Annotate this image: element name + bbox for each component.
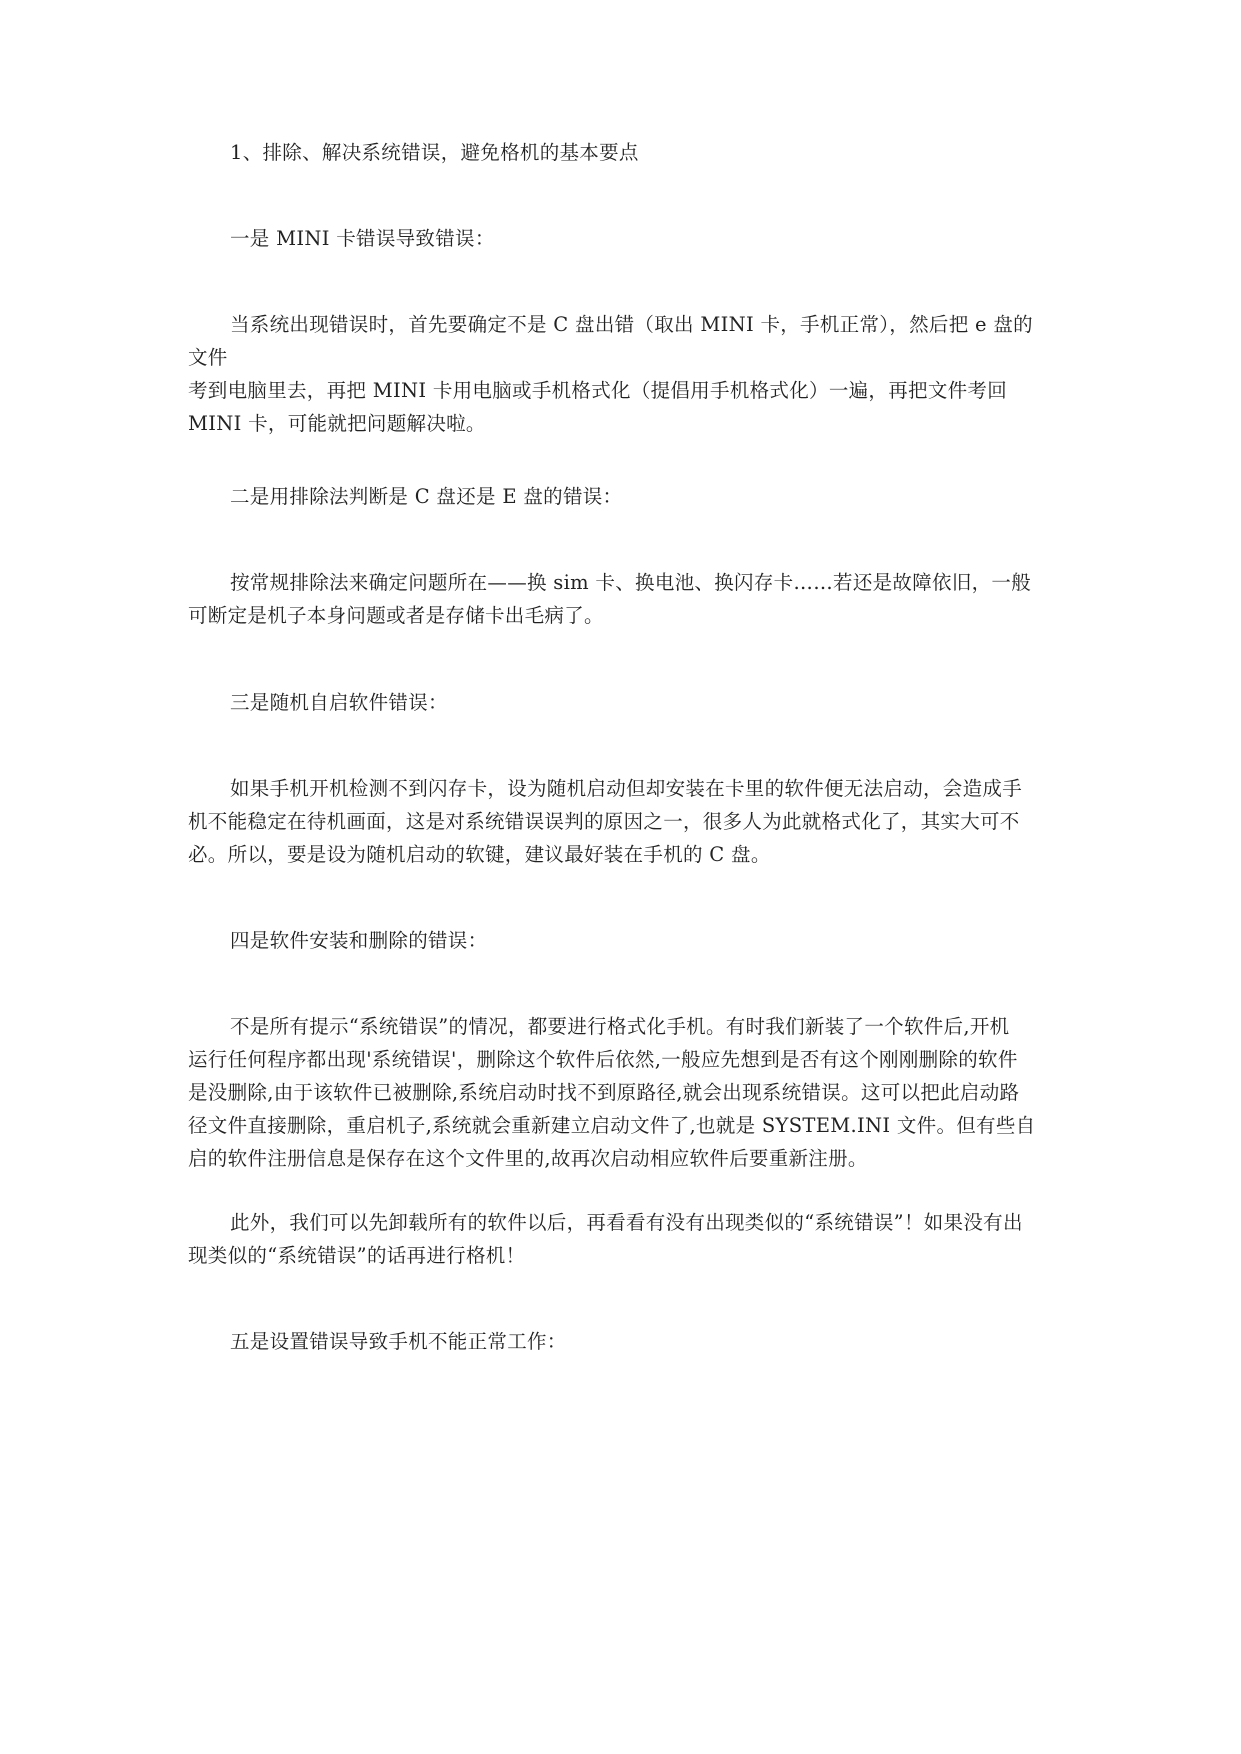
section-3-title	[188, 686, 1058, 719]
document-heading	[188, 136, 1058, 169]
section-4-title	[188, 924, 1058, 957]
paragraph-line: 考到电脑里去，再把 MINI 卡用电脑或手机格式化（提倡用手机格式化）一遍，再把文件考回	[188, 379, 1008, 402]
section-2-paragraph	[188, 566, 1058, 632]
paragraph-line: MINI 卡，可能就把问题解决啦。	[188, 412, 486, 435]
paragraph-line: 径文件直接删除，重启机子,系统就会重新建立启动文件了,也就是 SYSTEM.INI 文件。但有些自	[188, 1114, 1036, 1137]
paragraph-line: 文件	[188, 346, 228, 369]
paragraph-line: 可断定是机子本身问题或者是存储卡出毛病了。	[188, 604, 604, 627]
section-4-paragraph-2	[188, 1206, 1058, 1272]
section-1-title	[188, 222, 1058, 255]
paragraph-line: 运行任何程序都出现'系统错误'，删除这个软件后依然,一般应先想到是否有这个刚刚删除的软件	[188, 1048, 1018, 1071]
section-4-paragraph-1	[188, 1010, 1058, 1175]
section-5-title-text: 五是设置错误导致手机不能正常工作：	[230, 1330, 567, 1353]
paragraph-line: 不是所有提示“系统错误”的情况，都要进行格式化手机。有时我们新装了一个软件后,开机	[230, 1015, 1010, 1038]
paragraph-line: 必。所以，要是设为随机启动的软键，建议最好装在手机的 C 盘。	[188, 843, 771, 866]
section-2-title-text: 二是用排除法判断是 C 盘还是 E 盘的错误：	[230, 485, 623, 508]
section-2-title	[188, 480, 1058, 513]
section-4-title-text: 四是软件安装和删除的错误：	[230, 929, 488, 952]
paragraph-line: 当系统出现错误时，首先要确定不是 C 盘出错（取出 MINI 卡，手机正常），然后把 e 盘的	[230, 313, 1033, 336]
paragraph-line: 如果手机开机检测不到闪存卡，设为随机启动但却安装在卡里的软件便无法启动，会造成手	[230, 777, 1023, 800]
section-3-title-text: 三是随机自启软件错误：	[230, 691, 448, 714]
section-3-paragraph	[188, 772, 1058, 871]
paragraph-line: 是没删除,由于该软件已被删除,系统启动时找不到原路径,就会出现系统错误。这可以把此启动路	[188, 1081, 1020, 1104]
section-5-title	[188, 1325, 1058, 1358]
paragraph-line: 机不能稳定在待机画面，这是对系统错误误判的原因之一，很多人为此就格式化了，其实大可不	[188, 810, 1020, 833]
paragraph-line: 启的软件注册信息是保存在这个文件里的,故再次启动相应软件后要重新注册。	[188, 1147, 868, 1170]
section-1-title-text: 一是 MINI 卡错误导致错误：	[230, 227, 495, 250]
paragraph-line: 现类似的“系统错误”的话再进行格机！	[188, 1244, 526, 1267]
section-1-paragraph	[188, 308, 1058, 440]
paragraph-line: 此外，我们可以先卸载所有的软件以后，再看看有没有出现类似的“系统错误”！如果没有出	[230, 1211, 1023, 1234]
heading-text: 1、排除、解决系统错误，避免格机的基本要点	[230, 141, 639, 164]
paragraph-line: 按常规排除法来确定问题所在——换 sim 卡、换电池、换闪存卡……若还是故障依旧，一般	[230, 571, 1032, 594]
